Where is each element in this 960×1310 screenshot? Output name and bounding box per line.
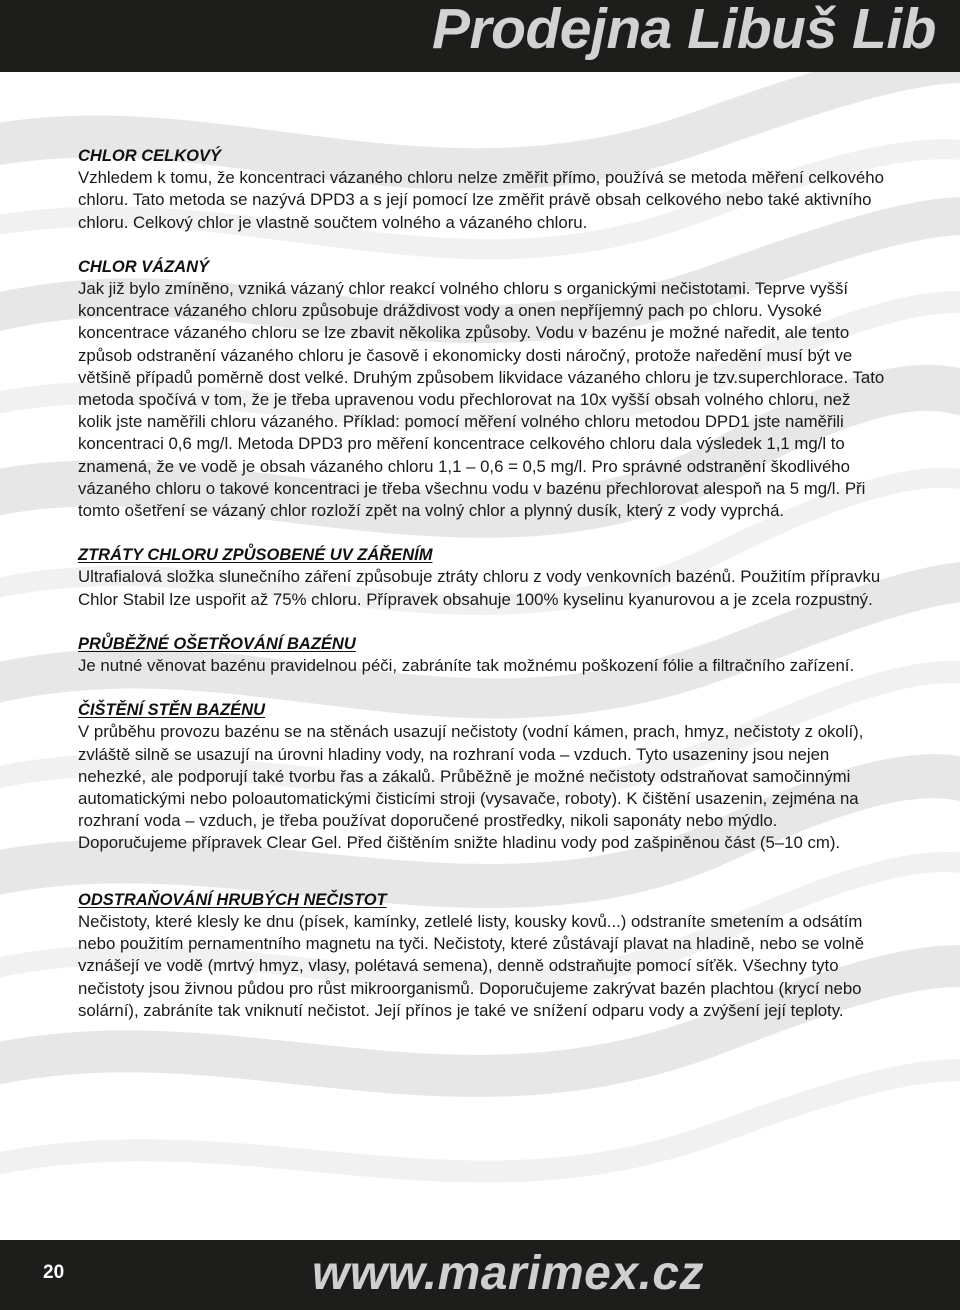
section-heading: CHLOR CELKOVÝ xyxy=(78,147,222,165)
page-footer xyxy=(0,1240,960,1310)
page-header xyxy=(0,0,960,72)
section-body: Ultrafialová složka slunečního záření způsobuje ztráty chloru z vody venkovních bazénů. Použitím přípravku Chlor Stabil lze uspořit až 75% chloru. Přípravek obsahuje 100% kyselinu kyanurovou a je zcela rozpustný. xyxy=(78,567,881,609)
section-heading: ODSTRAŇOVÁNÍ HRUBÝCH NEČISTOT xyxy=(78,890,387,909)
document-content xyxy=(78,145,888,1022)
section-cisteni-sten xyxy=(78,699,888,854)
section-odstranovani-necistot xyxy=(78,889,888,1022)
footer-website-url: www.marimex.cz xyxy=(312,1247,705,1300)
section-body: Nečistoty, které klesly ke dnu (písek, kamínky, zetlelé listy, kousky kovů...) odstraníte smetením a odsátím nebo použitím pernamentního magnetu na tyči. Nečistoty, které zůstávají plavat na hladině, nebo se volně vznášejí ve vodě (mrtvý hmyz, vlasy, polétavá semena), denně odstraňujte pomocí síťěk. Všechny tyto nečistoty jsou živnou půdou pro růst mikroorganismů. Doporučujeme zakrývat bazén plachtou (krycí nebo solární), zabráníte tak vniknutí nečistot. Její přínos je také ve snížení odparu vody a zvýšení její teploty. xyxy=(78,911,865,1020)
section-body: Je nutné věnovat bazénu pravidelnou péči, zabráníte tak možnému poškození fólie a filtračního zařízení. xyxy=(78,656,855,676)
section-prubezne-osetrovani xyxy=(78,633,888,677)
section-heading: PRŮBĚŽNÉ OŠETŘOVÁNÍ BAZÉNU xyxy=(78,634,356,653)
header-title: Prodejna Libuš Lib xyxy=(431,0,936,61)
section-chlor-vazany xyxy=(78,256,888,522)
section-body: Jak již bylo zmíněno, vzniká vázaný chlor reakcí volného chloru s organickými nečistotami. Teprve vyšší koncentrace vázaného chloru způsobuje dráždivost vody a onen nepříjemný pach po chloru. Vysoké koncentrace vázaného chloru se lze zbavit několika způsoby. Vodu v bazénu je možné naředit, ale tento způsob odstranění vázaného chloru je časově i ekonomicky dosti náročný, protože naředění musí být ve většině případů poměrně dost velké. Druhým způsobem likvidace vázaného chloru je tzv.superchlorace. Tato metoda spočívá v tom, že je třeba upravenou vodu přechlorovat na 10x vyšší obsah volného chloru, než kolik jste naměřili chloru vázaného. Příklad: pomocí měření volného chloru metodou DPD1 jste naměřili koncentraci 0,6 mg/l. Metoda DPD3 pro měření koncentrace celkového chloru dala výsledek 1,1 mg/l to znamená, že ve vodě je obsah vázaného chloru 1,1 – 0,6 = 0,5 mg/l. Pro správné odstranění škodlivého vázaného chloru o takové koncentraci je třeba všechnu vodu v bazénu přechlorovat alespoň na 5 mg/l. Při tomto ošetření se vázaný chlor rozloží zpět na volný chlor a plynný dusík, který z vody vyprchá. xyxy=(78,279,885,521)
section-body: Vzhledem k tomu, že koncentraci vázaného chloru nelze změřit přímo, používá se metoda měření celkového chloru. Tato metoda se nazývá DPD3 a s její pomocí lze změřit právě obsah celkového nebo také aktivního chloru. Celkový chlor je vlastně součtem volného a vázaného chloru. xyxy=(78,168,884,232)
section-heading: ZTRÁTY CHLORU ZPŮSOBENÉ UV ZÁŘENÍM xyxy=(78,546,433,565)
section-body: V průběhu provozu bazénu se na stěnách usazují nečistoty (vodní kámen, prach, hmyz, nečistoty z okolí), zvláště silně se usazují na úrovni hladiny vody, na rozhraní voda – vzduch. Tyto usazeniny jsou nejen nehezké, ale podporují také tvorbu řas a zákalů. Průběžně je možné nečistoty odstraňovat samočinnými automatickými nebo poloautomatickými čisticími stroji (vysavače, roboty). K čištění usazenin, zejména na rozhraní voda – vzduch, je třeba používat doporučené prostředky, nikoli saponáty nebo mýdlo. Doporučujeme přípravek Clear Gel. Před čištěním snižte hladinu vody pod zašpiněnou část (5–10 cm). xyxy=(78,722,864,853)
section-ztraty-chloru xyxy=(78,544,888,611)
section-chlor-celkovy xyxy=(78,145,888,234)
page-number: 20 xyxy=(43,1262,65,1283)
section-heading: CHLOR VÁZANÝ xyxy=(78,257,210,276)
section-heading: ČIŠTĚNÍ STĚN BAZÉNU xyxy=(78,701,266,720)
